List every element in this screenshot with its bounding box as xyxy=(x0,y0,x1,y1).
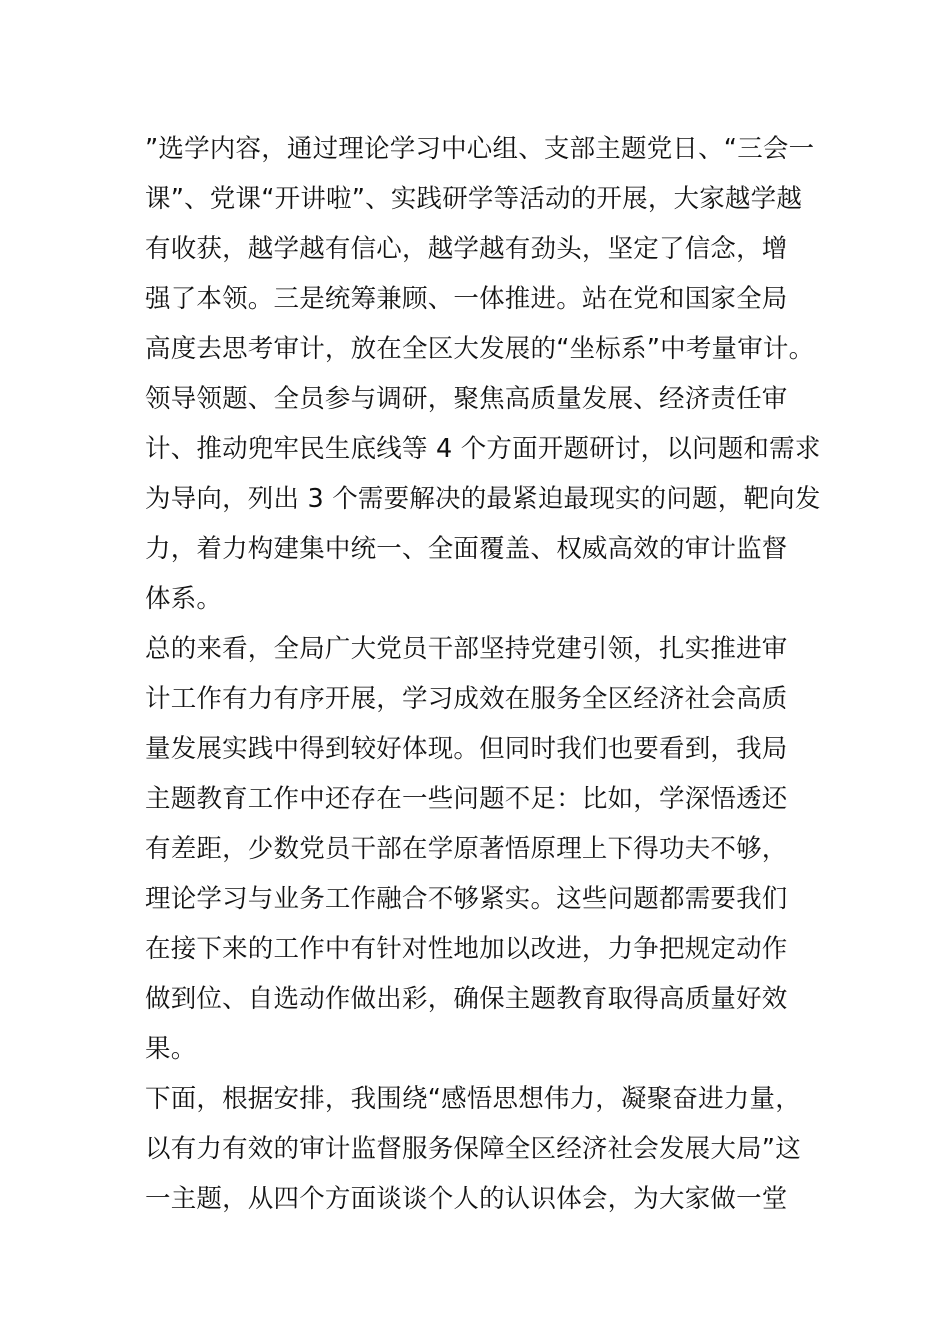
text-line: 高度去思考审计，放在全区大发展的“坐标系”中考量审计。 xyxy=(145,334,815,364)
text-line: 计工作有力有序开展，学习成效在服务全区经济社会高质 xyxy=(145,684,788,714)
text-line: 领导领题、全员参与调研，聚焦高质量发展、经济责任审 xyxy=(145,384,788,414)
text-line: 有差距，少数党员干部在学原著悟原理上下得功夫不够， xyxy=(145,834,788,864)
text-line: 下面，根据安排，我围绕“感悟思想伟力，凝聚奋进力量， xyxy=(145,1084,801,1114)
text-line: 为导向，列出 3 个需要解决的最紧迫最现实的问题，靶向发 xyxy=(145,484,821,514)
text-line: 强了本领。三是统筹兼顾、一体推进。站在党和国家全局 xyxy=(145,284,788,314)
text-line: 以有力有效的审计监督服务保障全区经济社会发展大局”这 xyxy=(145,1134,801,1164)
text-line: 量发展实践中得到较好体现。但同时我们也要看到，我局 xyxy=(145,734,788,764)
text-line: 计、推动兜牢民生底线等 4 个方面开题研讨，以问题和需求 xyxy=(145,434,821,464)
text-line: 做到位、自选动作做出彩，确保主题教育取得高质量好效 xyxy=(145,984,788,1014)
text-line: 在接下来的工作中有针对性地加以改进，力争把规定动作 xyxy=(145,934,788,964)
text-line: 一主题，从四个方面谈谈个人的认识体会，为大家做一堂 xyxy=(145,1184,788,1214)
text-line: 理论学习与业务工作融合不够紧实。这些问题都需要我们 xyxy=(145,884,788,914)
text-line: 体系。 xyxy=(145,584,223,614)
text-line: ”选学内容，通过理论学习中心组、支部主题党日、“三会一 xyxy=(145,134,815,164)
text-line: 课”、党课“开讲啦”、实践研学等活动的开展，大家越学越 xyxy=(145,184,803,214)
text-line: 力，着力构建集中统一、全面覆盖、权威高效的审计监督 xyxy=(145,534,788,564)
text-line: 果。 xyxy=(145,1034,197,1064)
text-line: 总的来看，全局广大党员干部坚持党建引领，扎实推进审 xyxy=(145,634,788,664)
text-line: 主题教育工作中还存在一些问题不足：比如，学深悟透还 xyxy=(145,784,788,814)
text-line: 有收获，越学越有信心，越学越有劲头，坚定了信念，增 xyxy=(145,234,788,264)
